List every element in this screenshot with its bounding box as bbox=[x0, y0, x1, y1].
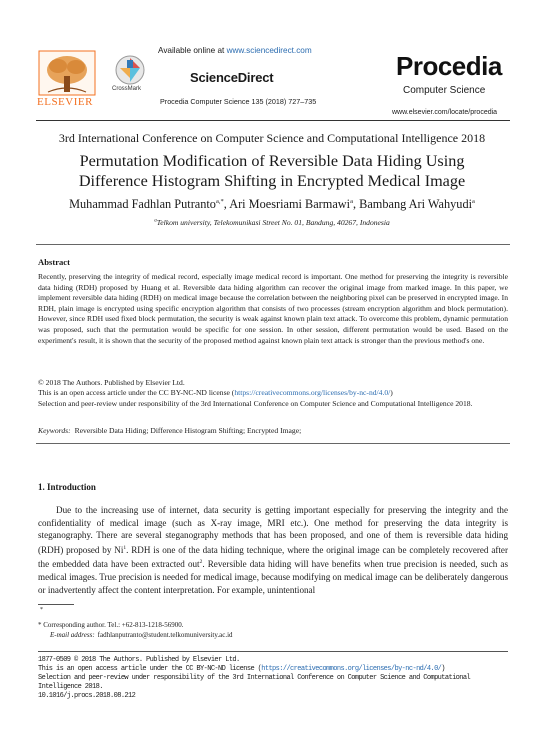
intro-text-a: Due to the increasing use of internet, data security is getting important especially for preserving the integrity and the confidentiality of medical image (such as X-ray image, MRI etc.). One method for preserving the data integrity is steganography. There are several steganography methods that has been proposed, and one of them is reversible data hiding (RDH) proposed by Ni bbox=[38, 505, 508, 555]
front-matter-block bbox=[38, 656, 508, 701]
email-line bbox=[50, 631, 233, 639]
email-label: E-mail address: bbox=[50, 631, 95, 639]
sciencedirect-link[interactable]: www.sciencedirect.com bbox=[226, 46, 312, 55]
journal-logo: Procedia bbox=[396, 51, 502, 81]
section-heading-introduction: 1. Introduction bbox=[38, 482, 96, 492]
availability-line bbox=[158, 46, 312, 55]
platform-name: ScienceDirect bbox=[190, 70, 274, 85]
author-1: Muhammad Fadhlan Putranto bbox=[69, 197, 216, 211]
copyright-line: © 2018 The Authors. Published by Elsevier Ltd. bbox=[38, 378, 185, 387]
author-2-marker: a bbox=[350, 197, 353, 205]
fm-license-suffix: ) bbox=[441, 665, 445, 673]
abstract-bottom-rule bbox=[36, 443, 510, 444]
paper-title bbox=[0, 151, 544, 191]
author-list bbox=[0, 197, 544, 212]
fm-license-link[interactable]: https://creativecommons.org/licenses/by-nc-nd/4.0/ bbox=[261, 665, 442, 673]
fm-license-prefix: This is an open access article under the CC BY-NC-ND license ( bbox=[38, 665, 262, 673]
affiliation bbox=[0, 218, 544, 227]
issn-line: 1877-0509 © 2018 The Authors. Published by Elsevier Ltd. bbox=[38, 656, 240, 664]
abstract-heading: Abstract bbox=[38, 257, 70, 267]
intro-text-b: . RDH is one of the data hiding technique, where the original image can be completely recovered after the embedded data have been extracted out bbox=[38, 544, 508, 570]
journal-citation: Procedia Computer Science 135 (2018) 727–735 bbox=[160, 97, 317, 106]
title-line-2: Difference Histogram Shifting in Encrypted Medical Image bbox=[78, 172, 466, 190]
keywords-text: Reversible Data Hiding; Difference Histogram Shifting; Encrypted Image; bbox=[74, 426, 302, 435]
reference-1[interactable]: 1 bbox=[123, 544, 127, 551]
affiliation-text: Telkom university, Telekomunikasi Street No. 01, Bandung, 40267, Indonesia bbox=[156, 218, 390, 227]
fm-peer-review: Selection and peer-review under responsibility of the 3rd International Conference on Computer Science and Computational Intelligence 2018. bbox=[38, 674, 471, 691]
crossmark-icon[interactable] bbox=[114, 54, 146, 86]
journal-subtitle: Computer Science bbox=[403, 85, 486, 96]
author-2: , Ari Moesriami Barmawi bbox=[223, 197, 351, 211]
abstract-top-rule bbox=[36, 244, 510, 245]
fm-license-line bbox=[38, 665, 508, 674]
intro-text-c: . Reversible data hiding will have benefits when true precision is needed, such as medical images. True precision is needed for medical image, because modifying on medical image can be deliberately dangerous or inadvertently affect the content interpretation. For example, unintentional bbox=[38, 559, 508, 595]
front-matter-rule bbox=[38, 651, 508, 652]
license-line bbox=[38, 388, 508, 398]
header-divider bbox=[36, 120, 510, 121]
introduction-paragraph bbox=[38, 504, 508, 596]
affiliation-marker: a bbox=[154, 218, 157, 224]
license-suffix: ) bbox=[390, 388, 393, 398]
license-prefix: This is an open access article under the CC BY-NC-ND license ( bbox=[38, 388, 235, 398]
keywords-line bbox=[38, 426, 508, 435]
author-3-marker: a bbox=[472, 197, 475, 205]
corresponding-author: * Corresponding author. Tel.: +62-813-1218-56900. bbox=[38, 621, 184, 629]
keywords-label: Keywords: bbox=[38, 426, 71, 435]
author-3: , Bambang Ari Wahyudi bbox=[353, 197, 473, 211]
license-link[interactable]: https://creativecommons.org/licenses/by-nc-nd/4.0/ bbox=[234, 388, 391, 398]
footnote-rule bbox=[38, 604, 74, 605]
doi-line[interactable]: 10.1016/j.procs.2018.08.212 bbox=[38, 692, 136, 700]
availability-prefix: Available online at bbox=[158, 46, 227, 55]
abstract-text: Recently, preserving the integrity of medical record, especially image medical record is important. One method for preserving the integrity is reversible data hiding (RDH) proposed by Huang et al. Reversible data hiding algorithm can recover the original image from marked image. In this paper, we implement reversible data hiding (RDH) on medical image because the correlation between the neighboring pixel can be preserved in encrypted image. In RDH, plain image is encrypted using specific encryption algorithm that consists of two processes (stream encryption algorithm and block permutation). However, since RDH used fixed block permutation, the security is weak against known plain text attack. To overcome this problem, dynamic permutation was proposed, such that the permutation would be specific for one session. In other session, different permutation would be used. Based on the experiment's result, it is shown that the security of the proposed method against known plain text attack is stronger than the previous method's one. bbox=[38, 272, 508, 345]
reference-2[interactable]: 2 bbox=[199, 559, 203, 566]
footnote-star: * bbox=[40, 607, 43, 613]
author-1-marker: a,* bbox=[215, 197, 224, 205]
journal-url[interactable]: www.elsevier.com/locate/procedia bbox=[392, 109, 498, 116]
peer-review-line: Selection and peer-review under responsibility of the 3rd International Conference on Computer Science and Computational Intelligence 2018. bbox=[38, 398, 473, 408]
copyright-block bbox=[38, 378, 508, 409]
email-address[interactable]: fadhlanputranto@student.telkomuniversity.ac.id bbox=[97, 631, 233, 639]
conference-name: 3rd International Conference on Computer Science and Computational Intelligence 2018 bbox=[58, 131, 486, 145]
crossmark-label: CrossMark bbox=[112, 86, 142, 92]
title-line-1: Permutation Modification of Reversible Data Hiding Using bbox=[79, 152, 465, 170]
publisher-name: ELSEVIER bbox=[37, 96, 93, 108]
